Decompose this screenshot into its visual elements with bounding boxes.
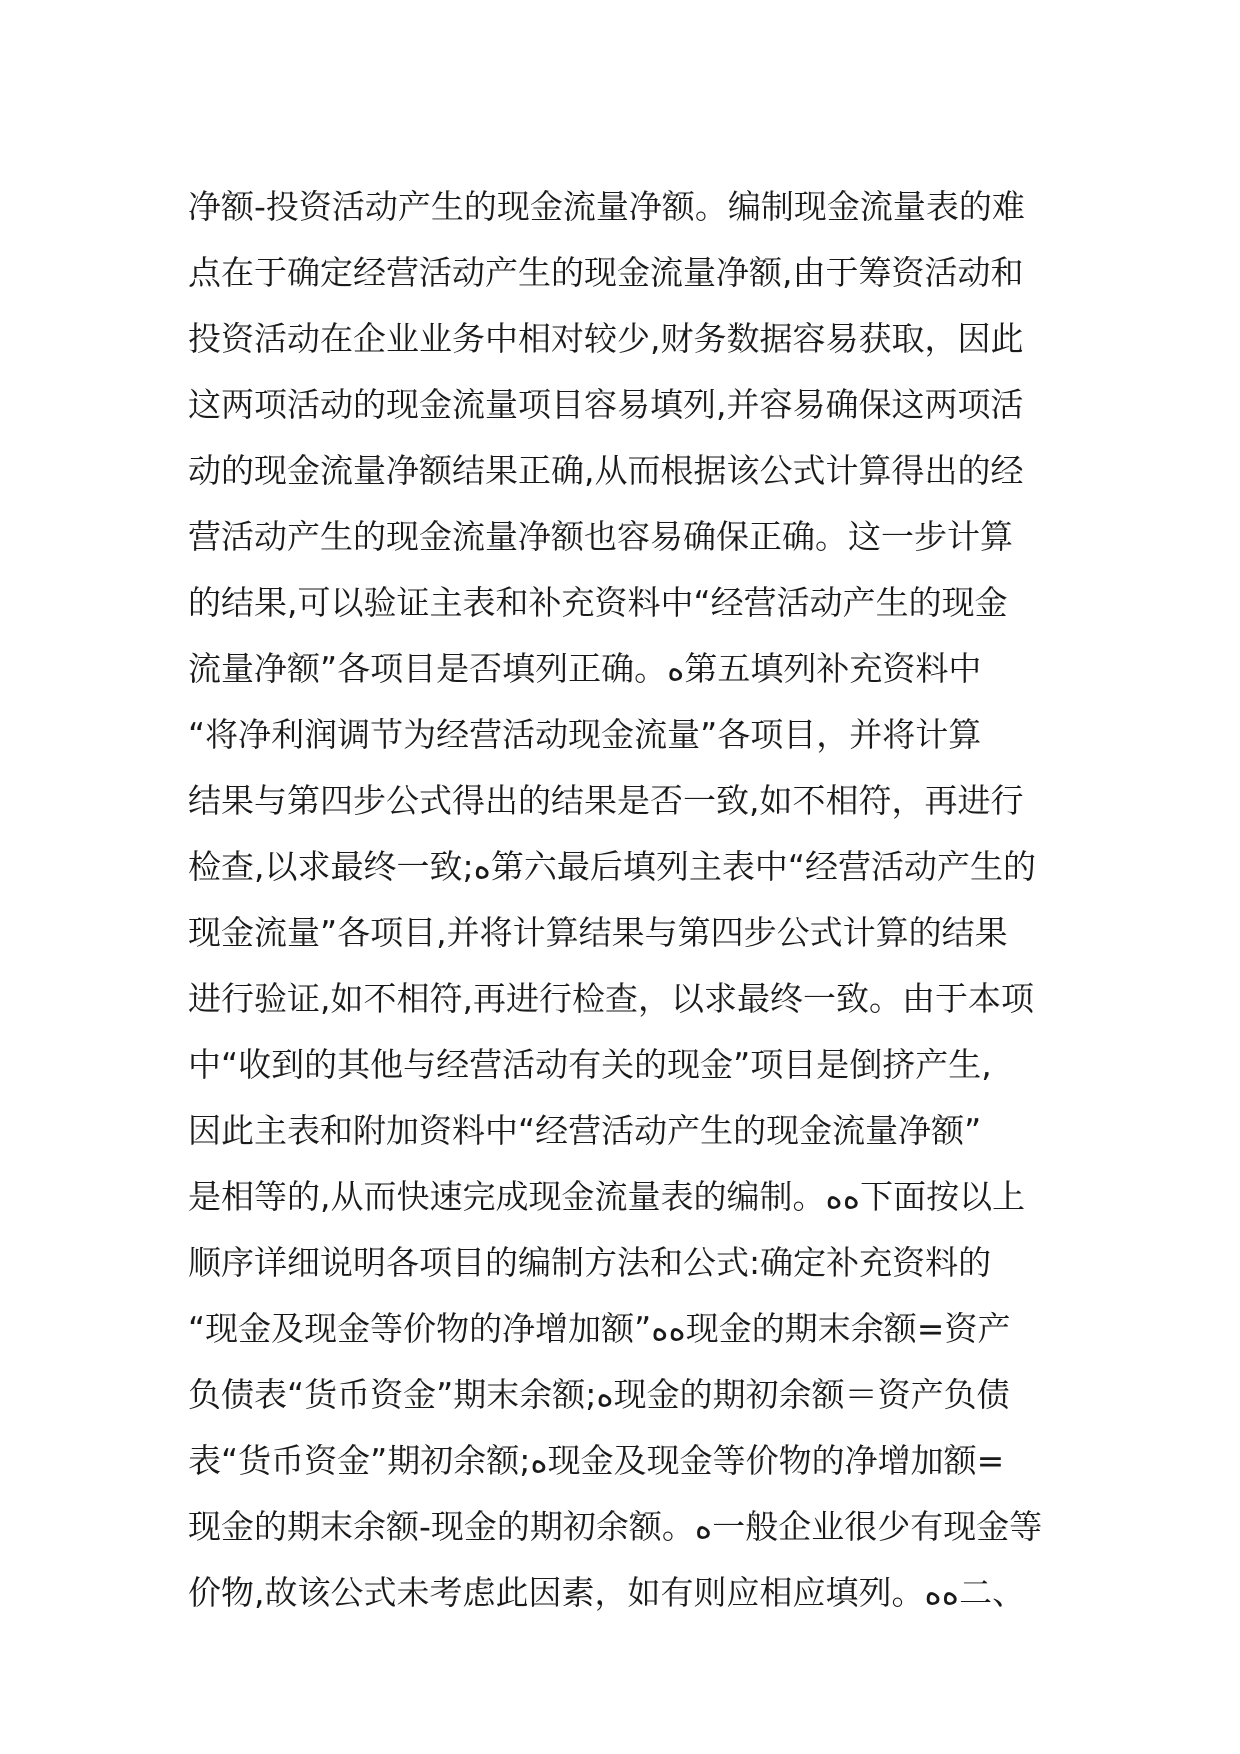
text-line: 是相等的,从而快速完成现金流量表的编制。ﻩﻩ下面按以上 xyxy=(188,1177,1026,1216)
text-line: 这两项活动的现金流量项目容易填列,并容易确保这两项活 xyxy=(188,385,1024,424)
text-line: “将净利润调节为经营活动现金流量”各项目，并将计算 xyxy=(188,715,982,754)
text-line: 检查,以求最终一致;ﻩ第六最后填列主表中“经营活动产生的 xyxy=(188,847,1037,886)
text-line: “现金及现金等价物的净增加额”ﻩﻩ现金的期末余额=资产 xyxy=(188,1309,1011,1348)
text-line: 动的现金流量净额结果正确,从而根据该公式计算得出的经 xyxy=(188,451,1024,490)
text-line: 结果与第四步公式得出的结果是否一致,如不相符，再进行 xyxy=(188,781,1024,820)
text-line: 净额-投资活动产生的现金流量净额。编制现金流量表的难 xyxy=(188,187,1025,226)
text-line: 因此主表和附加资料中“经营活动产生的现金流量净额” xyxy=(188,1111,982,1150)
text-line: 现金的期末余额-现金的期初余额。ﻩ一般企业很少有现金等 xyxy=(188,1507,1043,1546)
body-text xyxy=(188,174,1068,1626)
text-line: 中“收到的其他与经营活动有关的现金”项目是倒挤产生, xyxy=(188,1045,992,1084)
text-line: 顺序详细说明各项目的编制方法和公式:确定补充资料的 xyxy=(188,1243,992,1282)
text-line: 点在于确定经营活动产生的现金流量净额,由于筹资活动和 xyxy=(188,253,1024,292)
text-line: 表“货币资金”期初余额;ﻩ现金及现金等价物的净增加额= xyxy=(188,1441,1005,1480)
text-line: 进行验证,如不相符,再进行检查，以求最终一致。由于本项 xyxy=(188,979,1034,1018)
text-line: 营活动产生的现金流量净额也容易确保正确。这一步计算 xyxy=(188,517,1013,556)
text-line: 负债表“货币资金”期末余额;ﻩ现金的期初余额＝资产负债 xyxy=(188,1375,1010,1414)
text-line: 现金流量”各项目,并将计算结果与第四步公式计算的结果 xyxy=(188,913,1008,952)
text-line: 价物,故该公式未考虑此因素，如有则应相应填列。ﻩﻩ二、 xyxy=(188,1573,1026,1612)
text-line: 投资活动在企业业务中相对较少,财务数据容易获取，因此 xyxy=(188,319,1024,358)
text-line: 流量净额”各项目是否填列正确。ﻩ第五填列补充资料中 xyxy=(188,649,982,688)
text-line: 的结果,可以验证主表和补充资料中“经营活动产生的现金 xyxy=(188,583,1008,622)
